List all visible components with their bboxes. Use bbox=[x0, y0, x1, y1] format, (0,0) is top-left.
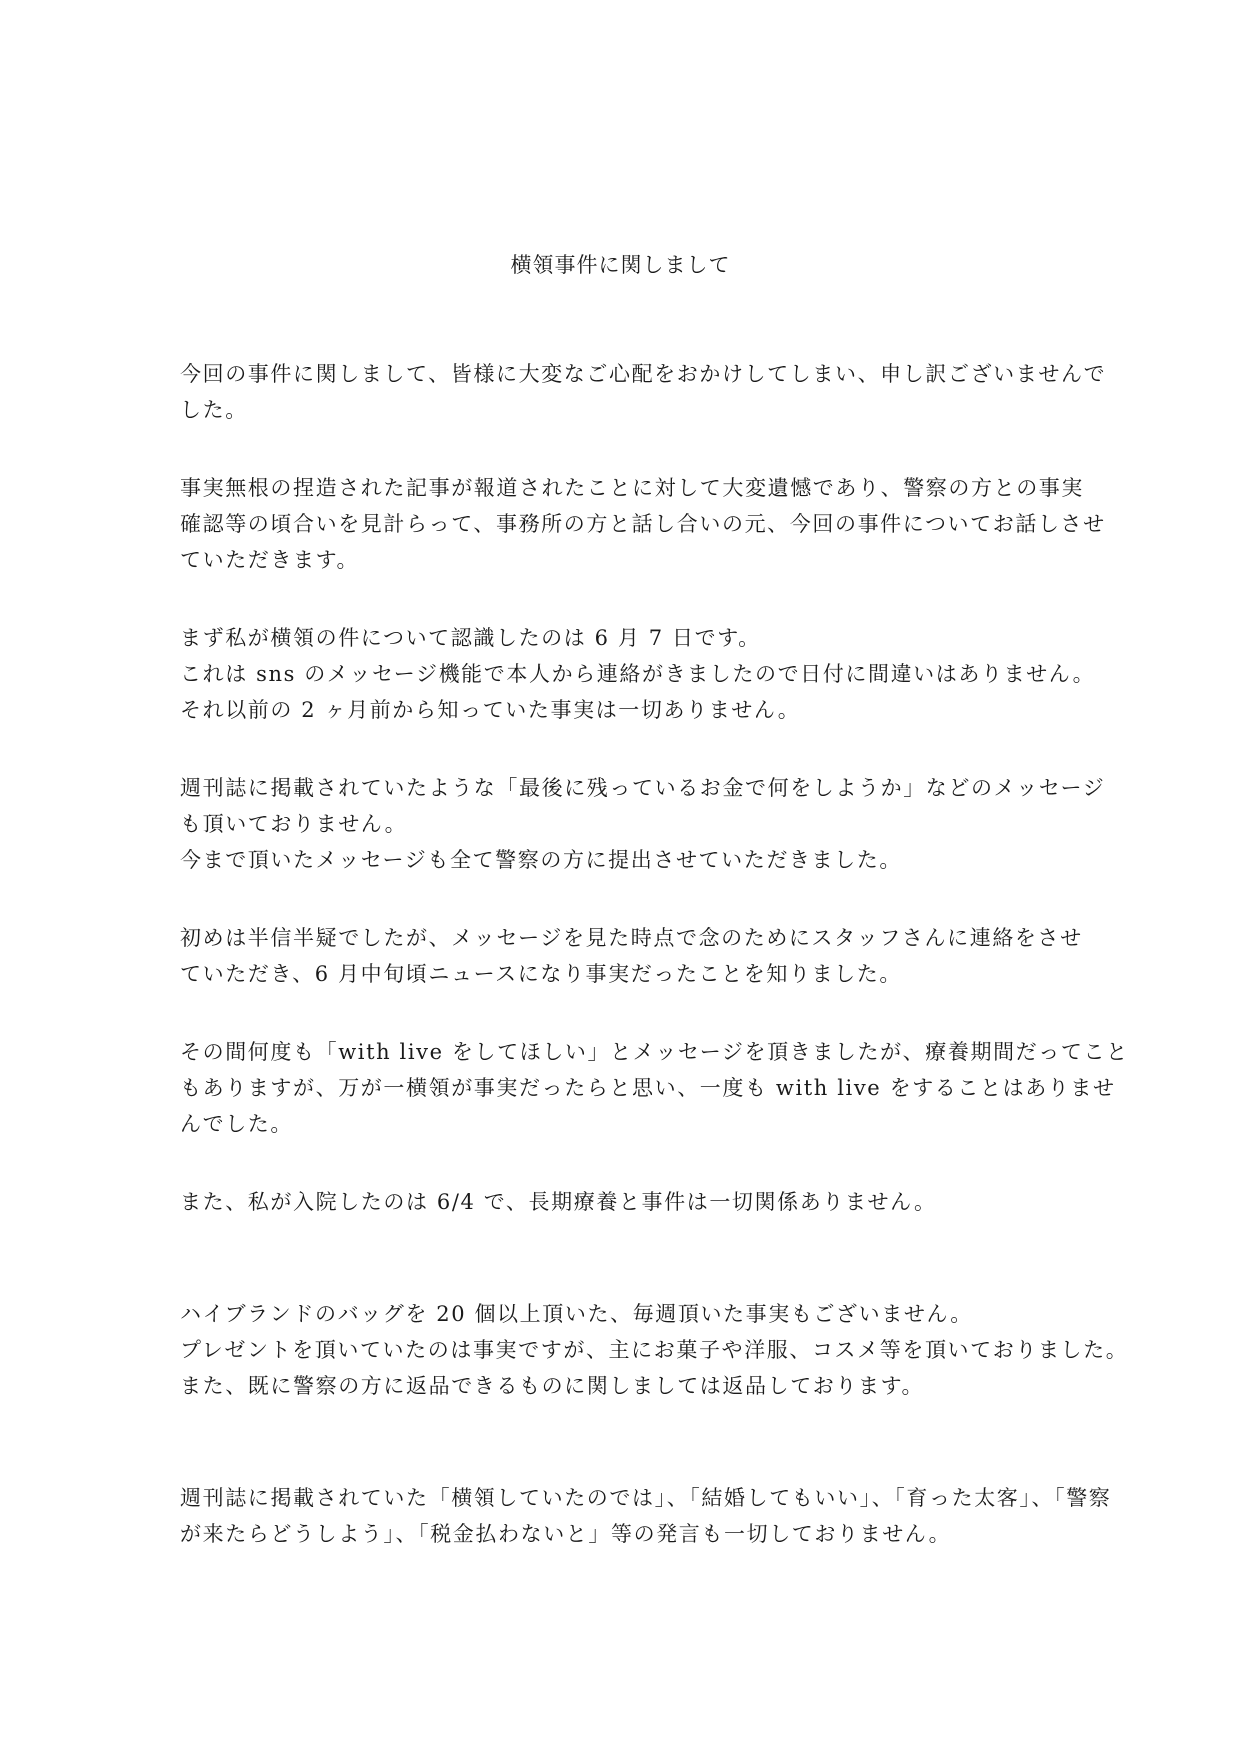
paragraph-2-line-1: 事実無根の捏造された記事が報道されたことに対して大変遺憾であり、警察の方との事実 bbox=[180, 476, 1084, 500]
document-title: 横領事件に関しまして bbox=[510, 253, 731, 277]
paragraph-2-line-2: 確認等の頃合いを見計らって、事務所の方と話し合いの元、今回の事件についてお話しさせ bbox=[180, 512, 1106, 536]
paragraph-1-line-1: 今回の事件に関しまして、皆様に大変なご心配をおかけしてしまい、申し訳ございませんで bbox=[180, 362, 1107, 386]
paragraph-1-line-2: した。 bbox=[180, 398, 248, 422]
paragraph-4-line-2: も頂いておりません。 bbox=[180, 812, 408, 836]
paragraph-2-line-3: ていただきます。 bbox=[180, 548, 360, 572]
paragraph-9-line-1: 週刊誌に掲載されていた「横領していたのでは」、「結婚してもいい」、「育った太客」、「警察 bbox=[180, 1486, 1112, 1510]
paragraph-4-line-3: 今まで頂いたメッセージも全て警察の方に提出させていただきました。 bbox=[180, 848, 902, 872]
paragraph-5-line-2: ていただき、6 月中旬頃ニュースになり事実だったことを知りました。 bbox=[180, 962, 902, 986]
paragraph-6-line-1: その間何度も「with live をしてほしい」とメッセージを頂きましたが、療養期間だってこと bbox=[180, 1040, 1129, 1064]
paragraph-8-line-2: プレゼントを頂いていたのは事実ですが、主にお菓子や洋服、コスメ等を頂いておりました。 bbox=[180, 1338, 1129, 1362]
paragraph-3-line-2: これは sns のメッセージ機能で本人から連絡がきましたので日付に間違いはありません。 bbox=[180, 662, 1096, 686]
paragraph-3-line-3: それ以前の 2 ヶ月前から知っていた事実は一切ありません。 bbox=[180, 698, 801, 722]
paragraph-6-line-2: もありますが、万が一横領が事実だったらと思い、一度も with live をすることはありませ bbox=[180, 1076, 1116, 1100]
paragraph-8-line-3: また、既に警察の方に返品できるものに関しましては返品しております。 bbox=[180, 1374, 925, 1398]
paragraph-5-line-1: 初めは半信半疑でしたが、メッセージを見た時点で念のためにスタッフさんに連絡をさせ bbox=[180, 926, 1083, 950]
paragraph-9-line-2: が来たらどうしよう」、「税金払わないと」等の発言も一切しておりません。 bbox=[180, 1522, 952, 1546]
paragraph-7-line-1: また、私が入院したのは 6/4 で、長期療養と事件は一切関係ありません。 bbox=[180, 1190, 937, 1214]
paragraph-4-line-1: 週刊誌に掲載されていたような「最後に残っているお金で何をしようか」などのメッセージ bbox=[180, 776, 1106, 800]
paragraph-6-line-3: んでした。 bbox=[180, 1112, 293, 1136]
paragraph-8-line-1: ハイブランドのバッグを 20 個以上頂いた、毎週頂いた事実もございません。 bbox=[180, 1302, 973, 1326]
paragraph-3-line-1: まず私が横領の件について認識したのは 6 月 7 日です。 bbox=[180, 626, 761, 650]
